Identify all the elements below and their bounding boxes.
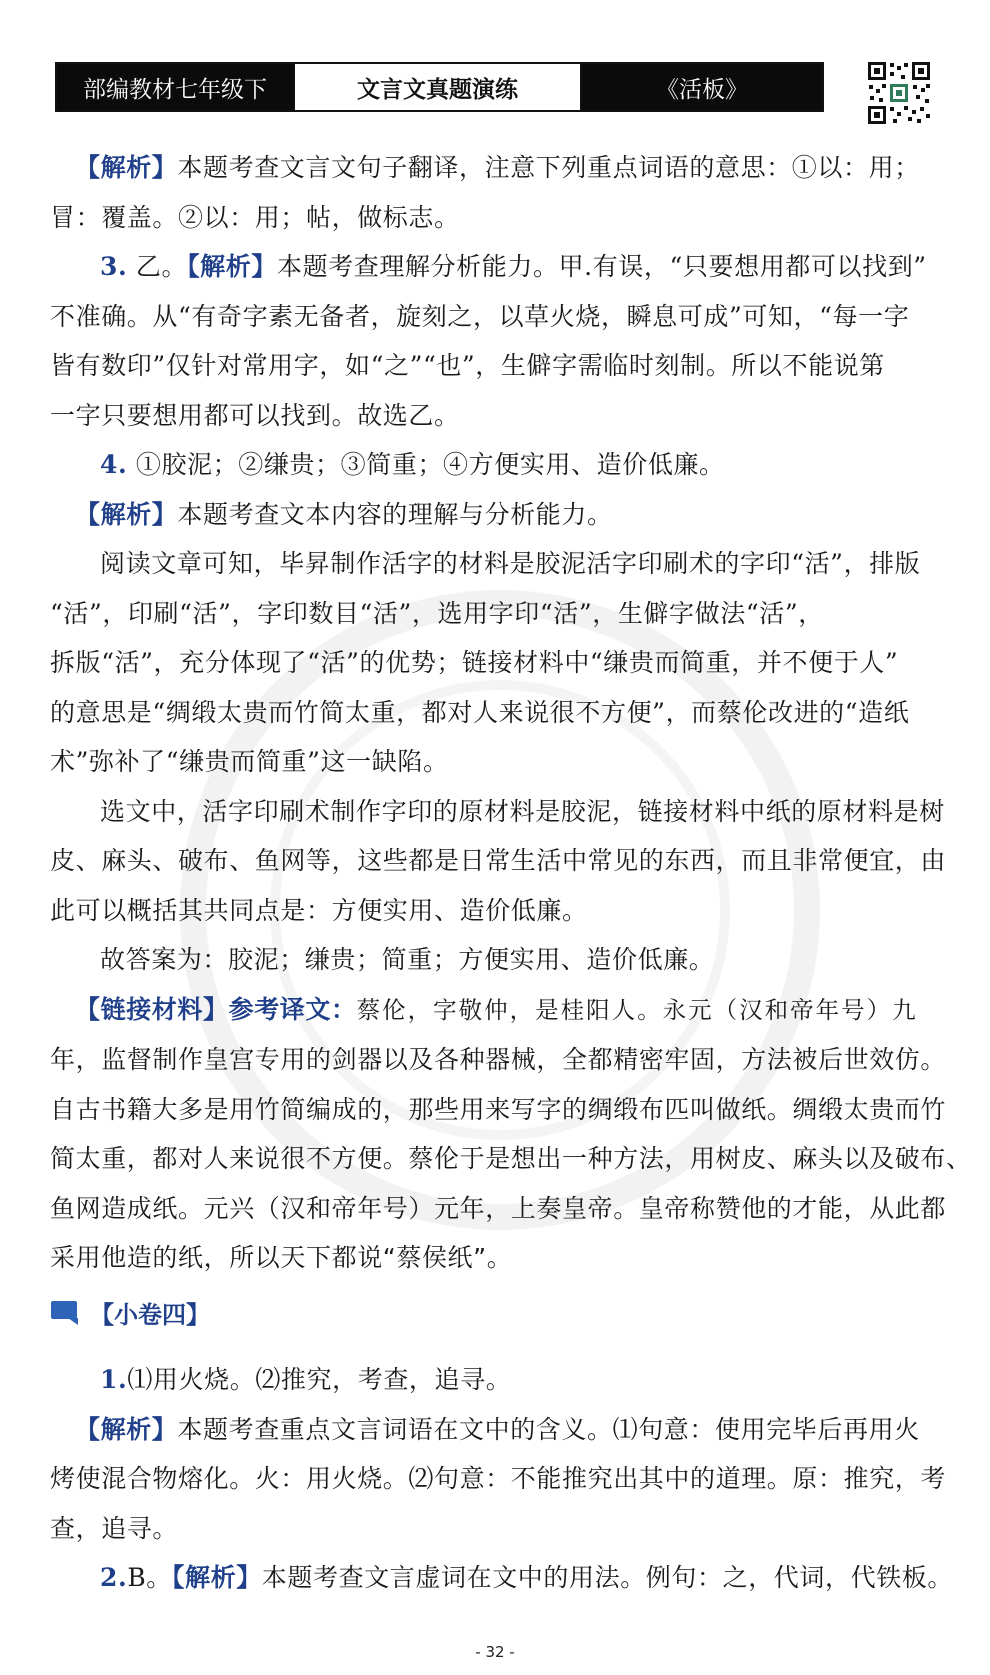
question-2-line bbox=[50, 1553, 953, 1603]
header-bar bbox=[55, 62, 824, 112]
text-line: 拆版“活”，充分体现了“活”的优势；链接材料中“缣贵而简重，并不便于人” bbox=[50, 648, 899, 677]
answer-text: ①胶泥；②缣贵；③简重；④方便实用、造价低廉。 bbox=[135, 450, 725, 479]
answer-text: ⑴用火烧。⑵推究，考查，追寻。 bbox=[127, 1365, 512, 1394]
text-line: 烤使混合物熔化。火：用火烧。⑵句意：不能推究出其中的道理。原：推究，考 bbox=[50, 1464, 947, 1493]
qr-code-icon bbox=[866, 60, 932, 126]
text-line: 简太重，都对人来说很不方便。蔡伦于是想出一种方法，用树皮、麻头以及破布、 bbox=[50, 1144, 972, 1173]
text-line: “活”，印刷“活”，字印数目“活”，选用字印“活”，生僻字做法“活”， bbox=[50, 598, 824, 628]
text-line: 自古书籍大多是用竹简编成的，那些用来写字的绸缎布匹叫做纸。绸缎太贵而竹 bbox=[50, 1094, 947, 1124]
text-line: 本题考查文言虚词在文中的用法。例句：之，代词，代铁板。 bbox=[261, 1563, 953, 1592]
jiexi-tag: 【解析】 bbox=[75, 1414, 178, 1444]
page-number: - 32 - bbox=[475, 1643, 515, 1661]
text-line: 年，监督制作皇宫专用的剑器以及各种器械，全都精密牢固，方法被后世效仿。 bbox=[50, 1045, 947, 1074]
text-line: 选文中，活字印刷术制作字印的原材料是胶泥，链接材料中纸的原材料是树 bbox=[100, 796, 945, 826]
question-number: 4. bbox=[100, 450, 128, 479]
header-grade: 部编教材七年级下 bbox=[57, 64, 293, 110]
section-4-body bbox=[50, 1355, 953, 1603]
section-header bbox=[50, 1295, 210, 1330]
question-number: 1. bbox=[100, 1365, 128, 1394]
question-number: 2. bbox=[100, 1563, 128, 1592]
text-line: 不准确。从“有奇字素无备者，旋刻之，以草火烧，瞬息可成”可知，“每一字 bbox=[50, 301, 910, 331]
ref-tag: 参考译文： bbox=[228, 994, 357, 1024]
text-line: 阅读文章可知，毕昇制作活字的材料是胶泥活字印刷术的字印“活”，排版 bbox=[100, 549, 921, 578]
text-line: 查，追寻。 bbox=[50, 1513, 179, 1543]
question-4-line bbox=[50, 440, 940, 490]
answer-text: B。 bbox=[127, 1563, 172, 1592]
text-line: 术”弥补了“缣贵而简重”这一缺陷。 bbox=[50, 747, 449, 776]
text-line: 冒：覆盖。②以：用；帖，做标志。 bbox=[50, 202, 460, 232]
answer-text: 乙。 bbox=[135, 252, 188, 281]
link-tag: 【链接材料】 bbox=[75, 994, 229, 1024]
question-1-line bbox=[50, 1355, 940, 1405]
text-line: 皮、麻头、破布、鱼网等，这些都是日常生活中常见的东西，而且非常便宜，由 bbox=[50, 846, 947, 875]
jiexi-tag: 【解析】 bbox=[171, 1563, 262, 1592]
text-line: 本题考查文言文句子翻译，注意下列重点词语的意思：①以：用； bbox=[177, 153, 920, 182]
jiexi-tag: 【解析】 bbox=[75, 153, 178, 182]
jiexi-line bbox=[50, 1405, 940, 1455]
text-line: 皆有数印”仅针对常用字，如“之”“也”，生僻字需临时刻制。所以不能说第 bbox=[50, 351, 885, 380]
text-line: 蔡伦，字敬仲，是桂阳人。永元（汉和帝年号）九 bbox=[356, 995, 918, 1024]
link-material-line bbox=[50, 985, 940, 1036]
section-title: 【小卷四】 bbox=[90, 1301, 210, 1329]
text-line: 一字只要想用都可以找到。故选乙。 bbox=[50, 400, 460, 430]
jiexi-line bbox=[50, 143, 940, 193]
text-line: 本题考查重点文言词语在文中的含义。⑴句意：使用完毕后再用火 bbox=[177, 1414, 920, 1444]
header-lesson: 《活板》 bbox=[582, 64, 822, 110]
text-line: 鱼网造成纸。元兴（汉和帝年号）元年，上奏皇帝。皇帝称赞他的才能，从此都 bbox=[50, 1193, 947, 1223]
answer-body bbox=[50, 143, 972, 1283]
text-line: 采用他造的纸，所以天下都说“蔡侯纸”。 bbox=[50, 1243, 513, 1272]
question-number: 3. bbox=[100, 252, 128, 281]
text-line: 故答案为：胶泥；缣贵；简重；方便实用、造价低廉。 bbox=[100, 945, 715, 974]
jiexi-line bbox=[50, 490, 940, 540]
chat-bubble-icon bbox=[50, 1300, 82, 1326]
question-3-line bbox=[50, 242, 940, 292]
jiexi-tag: 【解析】 bbox=[75, 499, 178, 529]
jiexi-tag: 【解析】 bbox=[187, 252, 277, 281]
text-line: 的意思是“绸缎太贵而竹简太重，都对人来说很不方便”，而蔡伦改进的“造纸 bbox=[50, 697, 910, 727]
header-title: 文言文真题演练 bbox=[293, 64, 582, 110]
text-line: 此可以概括其共同点是：方便实用、造价低廉。 bbox=[50, 895, 588, 925]
text-line: 本题考查理解分析能力。甲.有误，“只要想用都可以找到” bbox=[276, 252, 927, 281]
text-line: 本题考查文本内容的理解与分析能力。 bbox=[177, 499, 613, 529]
